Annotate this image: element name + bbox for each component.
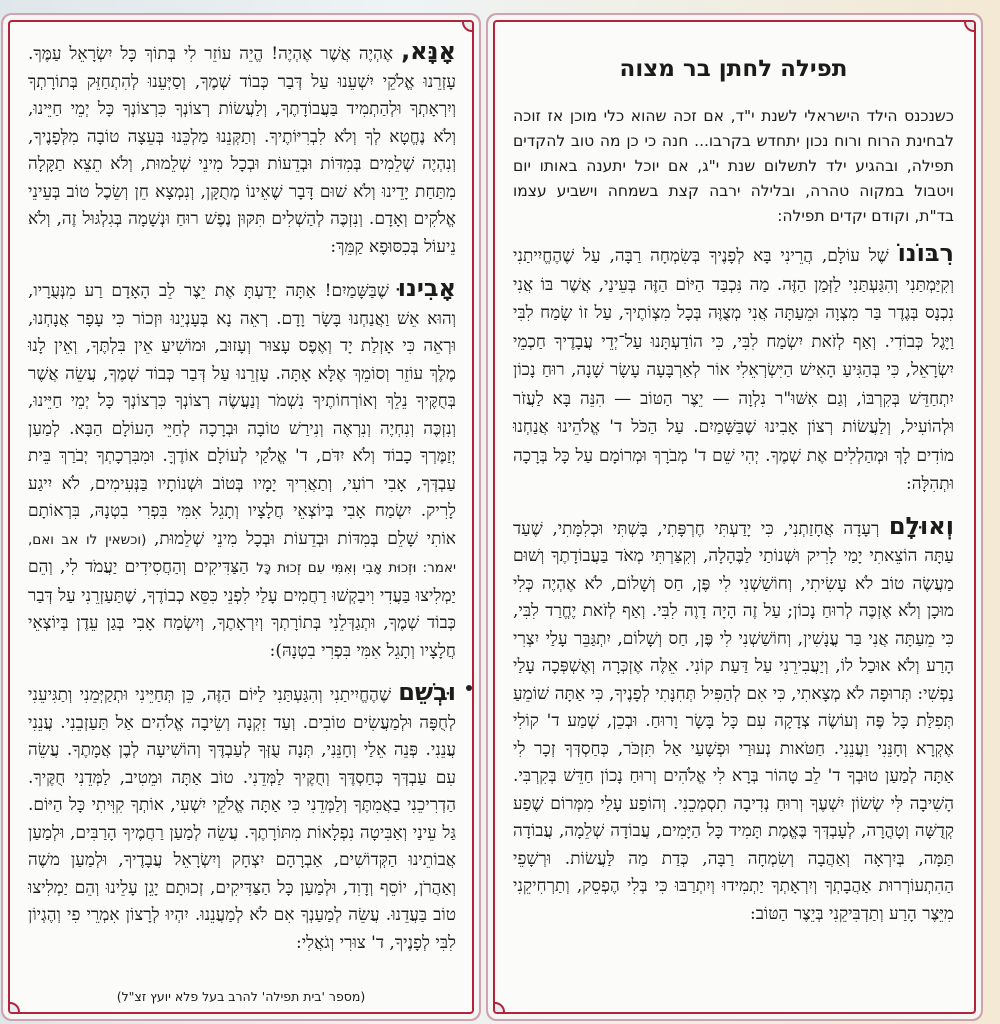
paragraph-text-continued: הַצַּדִּיקִים וְהַחֲסִידִים יַעֲמֹד לִי, וְהֵם יַמְלִיצוּ בַּעֲדִי וִיבַקְשׁוּ רַחֲמִים עָלַי לִפְנֵי כִּסֵּא כְבוֹדֶךָ, שֶׁתַּעַזְרֵנִי עַל דְּבַר כְּבוֹד שְׁמֶךָ, וּתְגַדְּלֵנִי בְּתוֹרָתְךָ וְיִרְאָתֶךָ, וְיִשְׂמַח אָבִי בְּגַן עֵדֶן בְּיוֹצְאֵי חֲלָצָיו וְתָגֵל אִמִּי בִּפְרִי בִטְנָהּ): [28, 557, 456, 661]
paragraph-lead-word: וְאוּלָם [888, 511, 954, 540]
paragraph-lead-word: אָנָּא, [401, 37, 456, 65]
source-citation: (מספר 'בית תפילה' להרב בעל פלא יועץ זצ"ל) [116, 989, 366, 1004]
orphan-note: (וכשאין לו אב ואם, יאמר: וּזְכוּת אָבִי וְאִמִּי עִם זְכוּת כָּל [28, 531, 456, 576]
paragraph-text: רְעָדָה אֲחָזַתְנִי, כִּי יָדַעְתִּי חֶרְפָּתִי, בָּשְׁתִּי וּכְלִמָּתִי, שֶׁעַד עַתָּה הוֹצֵאתִי יָמַי לָרִיק וּשְׁנוֹתַי לַבֶּהָלָה, וְקִצַּרְתִּי מְאֹד בַּעֲבוֹדָתֶךָ וְשׁוּם מַעֲשֶׂה טוֹב לֹא עָשִׂיתִי, וְחוֹשַׁשְׁנִי לִי פֶּן, חַס וְשָׁלוֹם, לֹא אֶהְיֶה כְּלִי מוּכָן וְלֹא אֶזְכֶּה לְרוּחַ נָכוֹן; עַל זֶה הָיָה דָוֶה לִבִּי. וְאַף לְזֹאת יֶחֱרַד לִבִּי, כִּי מֵעַתָּה אֲנִי בַּר עֳנָשִׁין, וְחוֹשַׁשְׁנִי לִי פֶּן, חַס וְשָׁלוֹם, יִתְגַּבֵּר עָלַי יִצְרִי הָרַע וְלֹא אוּכַל לוֹ, וְיַעֲבִירֵנִי עַל דַּעַת קוֹנִי. אֵלֶּה אֶזְכְּרָה וְאֶשְׁפְּכָה עָלַי נַפְשִׁי: תְּרוּפָה לֹא מְצָאתִי, כִּי אִם לְהַפִּיל תְּחִנָּתִי לְפָנֶיךָ, כִּי אַתָּה שׁוֹמֵעַ תְּפִלַּת כָּל פֶּה וְעוֹשֶׂה צְדָקָה עִם כָּל בָּשָׂר וָרוּחַ. וּבְכֵן, שְׁמַע ד' קוֹלִי אֶקְרָא וְחָנֵּנִי וַעֲנֵנִי. חַטֹּאות נְעוּרַי וּפְשָׁעַי אַל תִּזְכֹּר, כְּחַסְדְּךָ זְכָר לִי אַתָּה לְמַעַן טוּבְךָ ד' לֵב טָהוֹר בְּרָא לִי אֱלֹהִים וְרוּחַ נָכוֹן חַדֵּשׁ בְּקִרְבִּי. הָשִׁיבָה לִּי שְׂשׂוֹן יִשְׁעֶךָ וְרוּחַ נְדִיבָה תִסְמְכֵנִי. וְהוֹפַע עָלַי מִמְּרוֹם שֶׁפַע קְדֻשָּׁה וְטָהֳרָה, לְעָבְדְּךָ בֶּאֱמֶת תָּמִיד כָּל הַיָּמִים, עֲבוֹדָה שְׁלֵמָה, עֲבוֹדָה תַּמָּה, בְּיִרְאָה וְאַהֲבָה וְשִׂמְחָה רַבָּה, כְּדַת מַה לַּעֲשׂוֹת. וּרְשָׁפֵי הַהִתְעוֹרְרוּת אַהֲבָתְךָ וְיִרְאָתְךָ יַתְמִידוּ וְיִתְרַבּוּ כִּי בְּלִי הֶפְסֵק, וְתַרְחִיקֵנִי מִיֵּצֶר הָרַע וְתַדְבִּיקֵנִי בְּיֵצֶר הַטּוֹב: [513, 518, 954, 924]
paragraph-lead-word: וּבְשֵׁם [398, 678, 456, 706]
page-title: תפילה לחתן בר מצוה [619, 56, 848, 82]
paragraph-veulam [513, 513, 954, 929]
paragraph-avinu [28, 275, 456, 665]
paragraph-text: אֶהְיֶה אֲשֶׁר אֶהְיֶה! הֱיֵה עוֹזֵר לִי בְּתוֹךְ כָּל יִשְׂרָאֵל עַמֶּךָ. עָזְרֵנוּ אֱלֹקֵי יִשְׁעֵנוּ עַל דְּבַר כְּבוֹד שְׁמֶךָ, וְסַיְּעֵנוּ לְהִתְחַזֵּק בְּתוֹרָתְךָ וְיִרְאָתְךָ וּלְהַתְמִיד בַּעֲבוֹדָתֶךָ, וְלַעֲשׂוֹת רְצוֹנְךָ כִּרְצוֹנְךָ כָּל יְמֵי חַיֵּינוּ, וְלֹא נֶחֱטָא לְךָ וְלֹא לִבְרִיּוֹתֶיךָ. וְתַקְּנֵנוּ מַלְכֵּנוּ בְּעֵצָה טוֹבָה מִלְּפָנֶיךָ, וְנִהְיֶה שְׁלֵמִים בְּמִדּוֹת וּבְדֵעוֹת וּבְכָל מִינֵי שְׁלֵמוּת, וְלֹא תֵצֵא תַקָּלָה מִתַּחַת יָדֵינוּ וְלֹא שׁוּם דָּבָר שֶׁאֵינוֹ מְתֻקָּן, וְנִמְצָא חֵן וְשֵׂכֶל טוֹב בְּעֵינֵי אֱלֹקִים וְאָדָם. וְנִזְכֶּה לְהַשְׁלִים תִּקּוּן נֶפֶשׁ רוּחַ וּנְשָׁמָה בְּגִלְגּוּל זֶה, וְלֹא נֵיעוֹל בְּכִסּוּפָא קַמֵּךְ: [28, 44, 456, 257]
prayer-panel-right [493, 20, 976, 1014]
prayer-panel-left [8, 20, 474, 1014]
paragraph-uvshem [28, 679, 456, 957]
paragraph-lead-word: אָבִינוּ [397, 274, 456, 302]
paragraph-text: שֶׁבַּשָּׁמַיִם! אַתָּה יָדַעְתָּ אֶת יֵצֶר לֵב הָאָדָם רַע מִנְּעֻרָיו, וְהוּא אֵשׁ וַאֲנַחְנוּ בָּשָׂר וָדָם. רְאֵה נָא בְּעָנְיֵנוּ וּזְכוֹר כִּי עָפָר אֲנָחְנוּ, וּרְאֵה כִּי אָזְלַת יָד וְאֶפֶס עָצוּר וְעָזוּב, וּמוֹשִׁיעַ אֵין בִּלְתֶּךָ, וְאֵין לָנוּ מֶלֶךְ עוֹזֵר וְסוֹמֵךְ אֶלָּא אָתָּה. עָזְרֵנוּ עַל דְּבַר כְּבוֹד שְׁמֶךָ, עֲשֵׂה אֲשֶׁר בְּחֻקֶּיךָ נֵלֵךְ וְאוֹרְחוֹתֶיךָ נִשְׁמֹר וְנַעֲשֶׂה רְצוֹנְךָ כִּרְצוֹנְךָ כָּל יְמֵי חַיֵּינוּ, וְנִזְכֶּה וְנִחְיֶה וְנִרְאֶה וְנִירַשׁ טוֹבָה וּבְרָכָה לְחַיֵּי הָעוֹלָם הַבָּא. לְמַעַן יְזַמֶּרְךָ כָבוֹד וְלֹא יִדֹּם, ד' אֱלֹקַי לְעוֹלָם אוֹדֶךָּ. וּמִבִּרְכָתְךָ יְבֹרַךְ בֵּית עַבְדְּךָ, אָבִי רוֹעִי, וְתַאֲרִיךְ יָמָיו בְּטוֹב וּשְׁנוֹתָיו בַּנְּעִימִים, לֹא יִיגַע לָרִיק. יִשְׂמַח אָבִי בְּיוֹצְאֵי חֲלָצָיו וְתָגֵל אִמִּי בִּפְרִי בִטְנָהּ, בִּרְאוֹתָם אוֹתִי שָׁלֵם בְּמִדּוֹת וּבְדֵעוֹת וּבְכָל מִינֵי שְׁלֵמוּת, [28, 281, 456, 549]
intro-paragraph: כשנכנס הילד הישראלי לשנת י"ד, אם זכה שהוא כלי מוכן אז זוכה לבחינת הרוח ורוח נכון יתחדש בקרבו... חנה כי כן מה טוב להקדים תפילה, ובהגיע ילד לתשלום שנת י"ג, אם יוכל יתענה באותו יום ויטבול במקוה טהרה, ובלילה ירבה קצת בשמחה וישביע עצמו בד"ת, וקודם יקדים תפילה: [513, 107, 954, 225]
paragraph-text: שֶׁהֶחֱיִיתַנִי וְהִגַּעְתַּנִי לַיּוֹם הַזֶּה, כֵּן תְּחַיֵּינִי וּתְקַיְּמֵנִי וְתַגִּיעֵנִי לְחֻפָּה וּלְמַעֲשִׂים טוֹבִים. וְעַד זִקְנָה וְשֵׂיבָה אֱלֹהִים אַל תַּעַזְבֵנִי. עֲנֵנִי עֲנֵנִי. פְּנֵה אֵלַי וְחָנֵּנִי, תְּנָה עֻזְּךָ לְעַבְדֶּךָ וְהוֹשִׁיעָה לְבֶן אֲמָתֶךָ. עֲשֵׂה עִם עַבְדְּךָ כְּחַסְדֶּךָ וְחֻקֶּיךָ לַמְּדֵנִי. טוֹב אַתָּה וּמֵטִיב, לַמְּדֵנִי חֻקֶּיךָ. הַדְרִיכֵנִי בַאֲמִתֶּךָ וְלַמְּדֵנִי כִּי אַתָּה אֱלֹקֵי יִשְׁעִי, אוֹתְךָ קִוִּיתִי כָּל הַיּוֹם. גַּל עֵינַי וְאַבִּיטָה נִפְלָאוֹת מִתּוֹרָתֶךָ. עֲשֵׂה לְמַעַן רַחֲמֶיךָ הָרַבִּים, וּלְמַעַן אֲבוֹתֵינוּ הַקְּדוֹשִׁים, אַבְרָהָם יִצְחָק וְיִשְׂרָאֵל עֲבָדֶיךָ, וּלְמַעַן משֶׁה וְאַהֲרֹן, יוֹסֵף וְדָוִד, וּלְמַעַן כָּל הַצַּדִּיקִים, זְכוּתָם יָגֵן עָלֵינוּ וְהֵם יַמְלִיצוּ טוֹב בַּעֲדֵנוּ. עֲשֵׂה לְמַעַנְךָ אִם לֹא לְמַעֲנֵנוּ. יִהְיוּ לְרָצוֹן אִמְרֵי פִי וְהֶגְיוֹן לִבִּי לְפָנֶיךָ, ד' צוּרִי וְגֹאֲלִי: [28, 685, 456, 953]
paragraph-ribono [513, 239, 954, 499]
bullet-dot [466, 685, 472, 691]
paragraph-ana [28, 38, 456, 261]
paragraph-text: שֶׁל עוֹלָם, הֲרֵינִי בָּא לְפָנֶיךָ בְּשִׂמְחָה רַבָּה, עַל שֶׁהֶחֱיִיתַנִי וְקִיַּמְתַּנִי וְהִגַּעְתַּנִי לַזְּמַן הַזֶּה. מַה נִּכְבַּד הַיּוֹם הַזֶּה בְּעֵינַי, אֲשֶׁר בּוֹ אֲנִי נִכְנָס בְּגֶדֶר בַּר מִצְוָה וּמֵעַתָּה אֲנִי מְצֻוֶּה בְּכָל מִצְוֹתֶיךָ, עַל זוֹ שָׂמַח לִבִּי וַיָּגֶל כְּבוֹדִי. וְאַף לְזֹאת יִשְׂמַח לִבִּי, כִּי הוֹדַעְתָּנוּ עַל־יְדֵי עֲבָדֶיךָ חַכְמֵי יִשְׂרָאֵל, כִּי בְּהַגִּיעַ הָאִישׁ הַיִּשְׂרְאֵלִי אוֹר לְאַרְבָּעָה עָשָׂר שָׁנָה, רוּחַ נָכוֹן יִתְחַדֵּשׁ בְּקִרְבּוֹ, וְגַם אִשּׁוּ"ר נִלְוָה — יֵצֶר הַטּוֹב — הִנֵּה בָּא לַעֲזֹר וּלְהוֹעִיל, וְלַעֲשׂוֹת רְצוֹן אָבִינוּ שֶׁבַּשָּׁמַיִם. עַל הַכֹּל ד' אֱלֹהֵינוּ אֲנַחְנוּ מוֹדִים לָךְ וּמְהַלְלִים אֶת שְׁמֶךָ. יְהִי שֵׁם ד' מְבֹרָךְ וּמְרוֹמָם עַל כָּל בְּרָכָה וּתְהִלָּה: [513, 246, 954, 494]
paragraph-lead-word: רִבּוֹנוֹ [897, 239, 954, 267]
